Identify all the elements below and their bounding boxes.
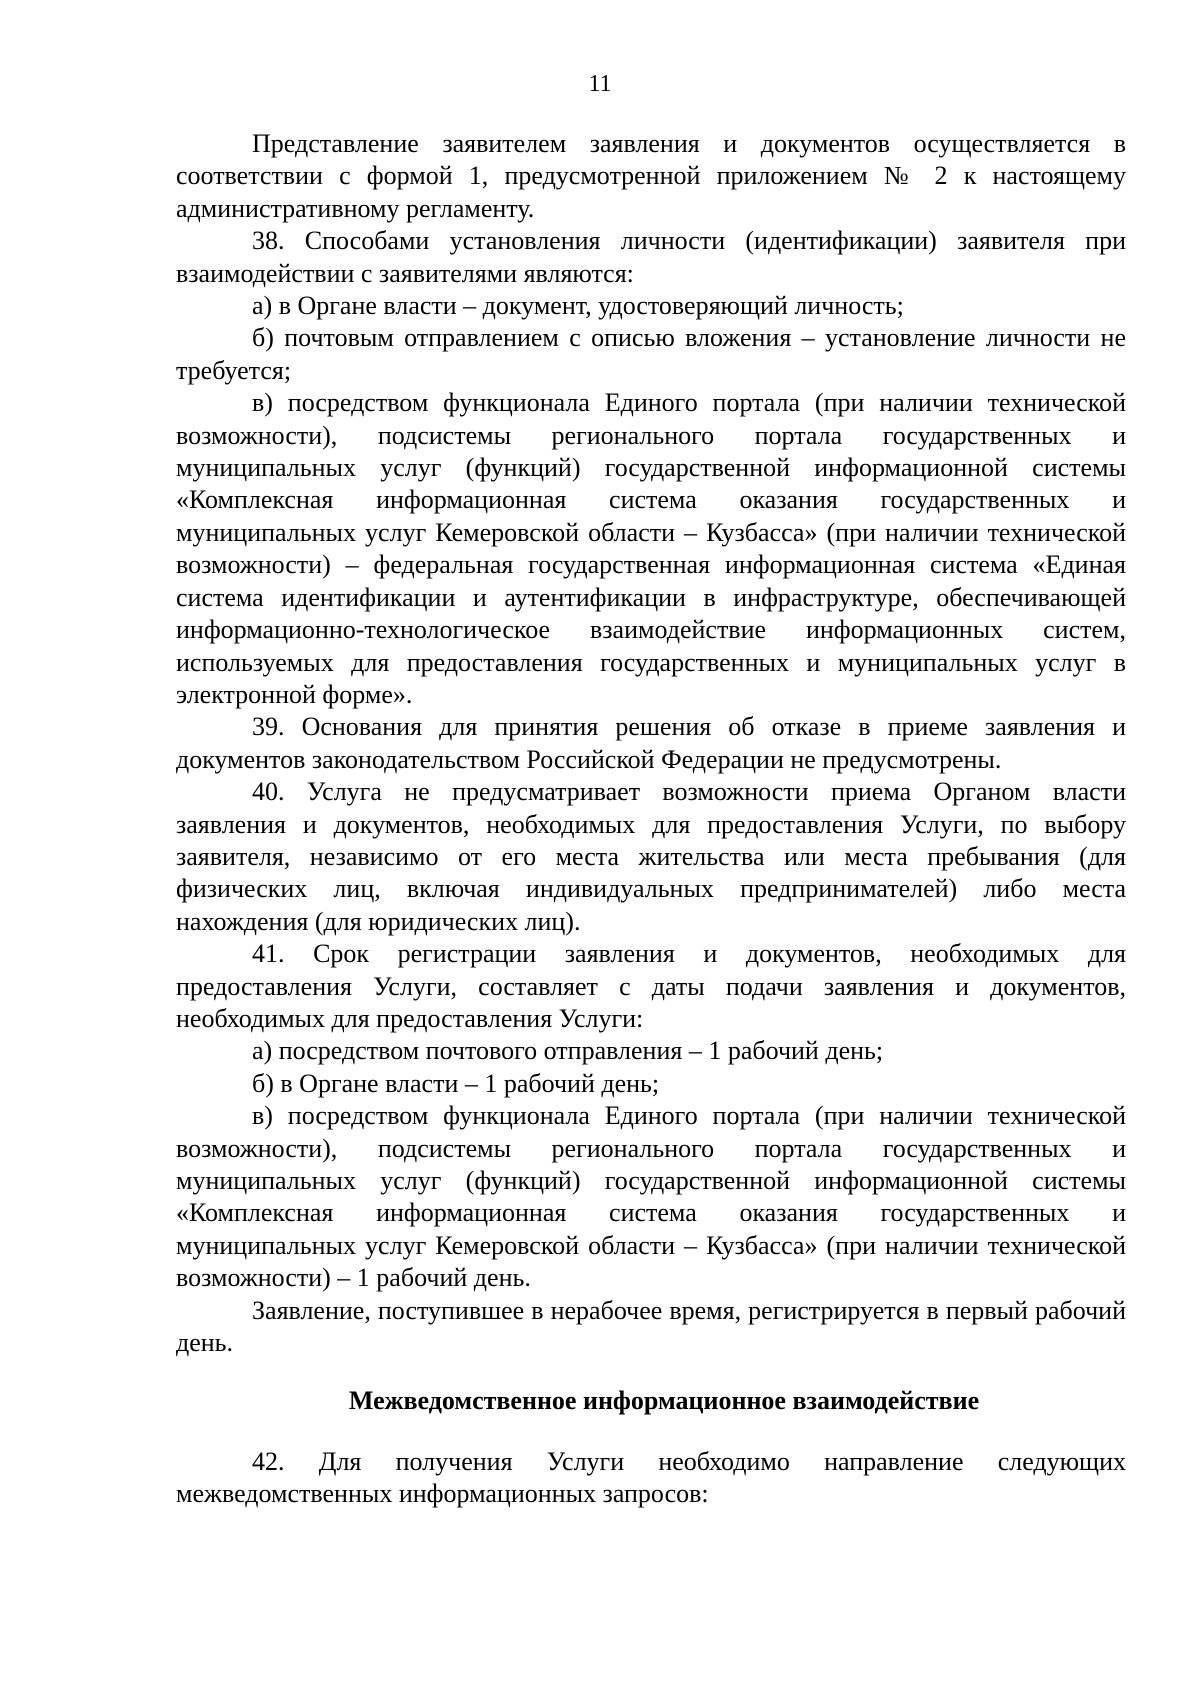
paragraph-38-v: в) посредством функционала Единого портала (при наличии технической возможности), подсистемы регионального портала государственных и муниципальных услуг (функций) государственной информационной системы «Комплексная информационная система оказания государственных и муниципальных услуг Кемеровской области – Кузбасса» (при наличии технической возможности) – федеральная государственная информационная система «Единая система идентификации и аутентификации в инфраструктуре, обеспечивающей информационно-технологическое взаимодействие информационных систем, используемых для предоставления государственных и муниципальных услуг в электронной форме».	[176, 388, 1126, 709]
page-number: 11	[588, 71, 612, 97]
document-body	[176, 128, 1126, 1511]
section-heading: Межведомственное информационное взаимодействие	[348, 1386, 980, 1416]
paragraph-off-hours: Заявление, поступившее в нерабочее время, регистрируется в первый рабочий день.	[176, 1295, 1126, 1358]
paragraph-41-v: в) посредством функционала Единого портала (при наличии технической возможности), подсистемы регионального портала государственных и муниципальных услуг (функций) государственной информационной системы «Комплексная информационная система оказания государственных и муниципальных услуг Кемеровской области – Кузбасса» (при наличии технической возможности) – 1 рабочий день.	[176, 1101, 1126, 1293]
paragraph-41: 41. Срок регистрации заявления и документов, необходимых для предоставления Услуги, составляет с даты подачи заявления и документов, необходимых для предоставления Услуги:	[176, 939, 1126, 1033]
paragraph-38-b: б) почтовым отправлением с описью вложения – установление личности не требуется;	[176, 323, 1126, 385]
paragraph-41-b: б) в Органе власти – 1 рабочий день;	[252, 1068, 660, 1098]
paragraph-42: 42. Для получения Услуги необходимо направление следующих межведомственных информационных запросов:	[176, 1446, 1126, 1509]
paragraph-intro: Представление заявителем заявления и документов осуществляется в соответствии с формой 1, предусмотренной приложением № 2 к настоящему административному регламенту.	[176, 129, 1126, 223]
paragraph-40: 40. Услуга не предусматривает возможности приема Органом власти заявления и документов, необходимых для предоставления Услуги, по выбору заявителя, независимо от его места жительства или места пребывания (для физических лиц, включая индивидуальных предпринимателей) либо места нахождения (для юридических лиц).	[176, 777, 1126, 936]
paragraph-38-a: а) в Органе власти – документ, удостоверяющий личность;	[252, 291, 904, 321]
paragraph-39: 39. Основания для принятия решения об отказе в приеме заявления и документов законодательством Российской Федерации не предусмотрены.	[176, 712, 1126, 774]
paragraph-41-a: а) посредством почтового отправления – 1 рабочий день;	[252, 1036, 884, 1066]
paragraph-38: 38. Способами установления личности (идентификации) заявителя при взаимодействии с заявителями являются:	[176, 226, 1126, 288]
